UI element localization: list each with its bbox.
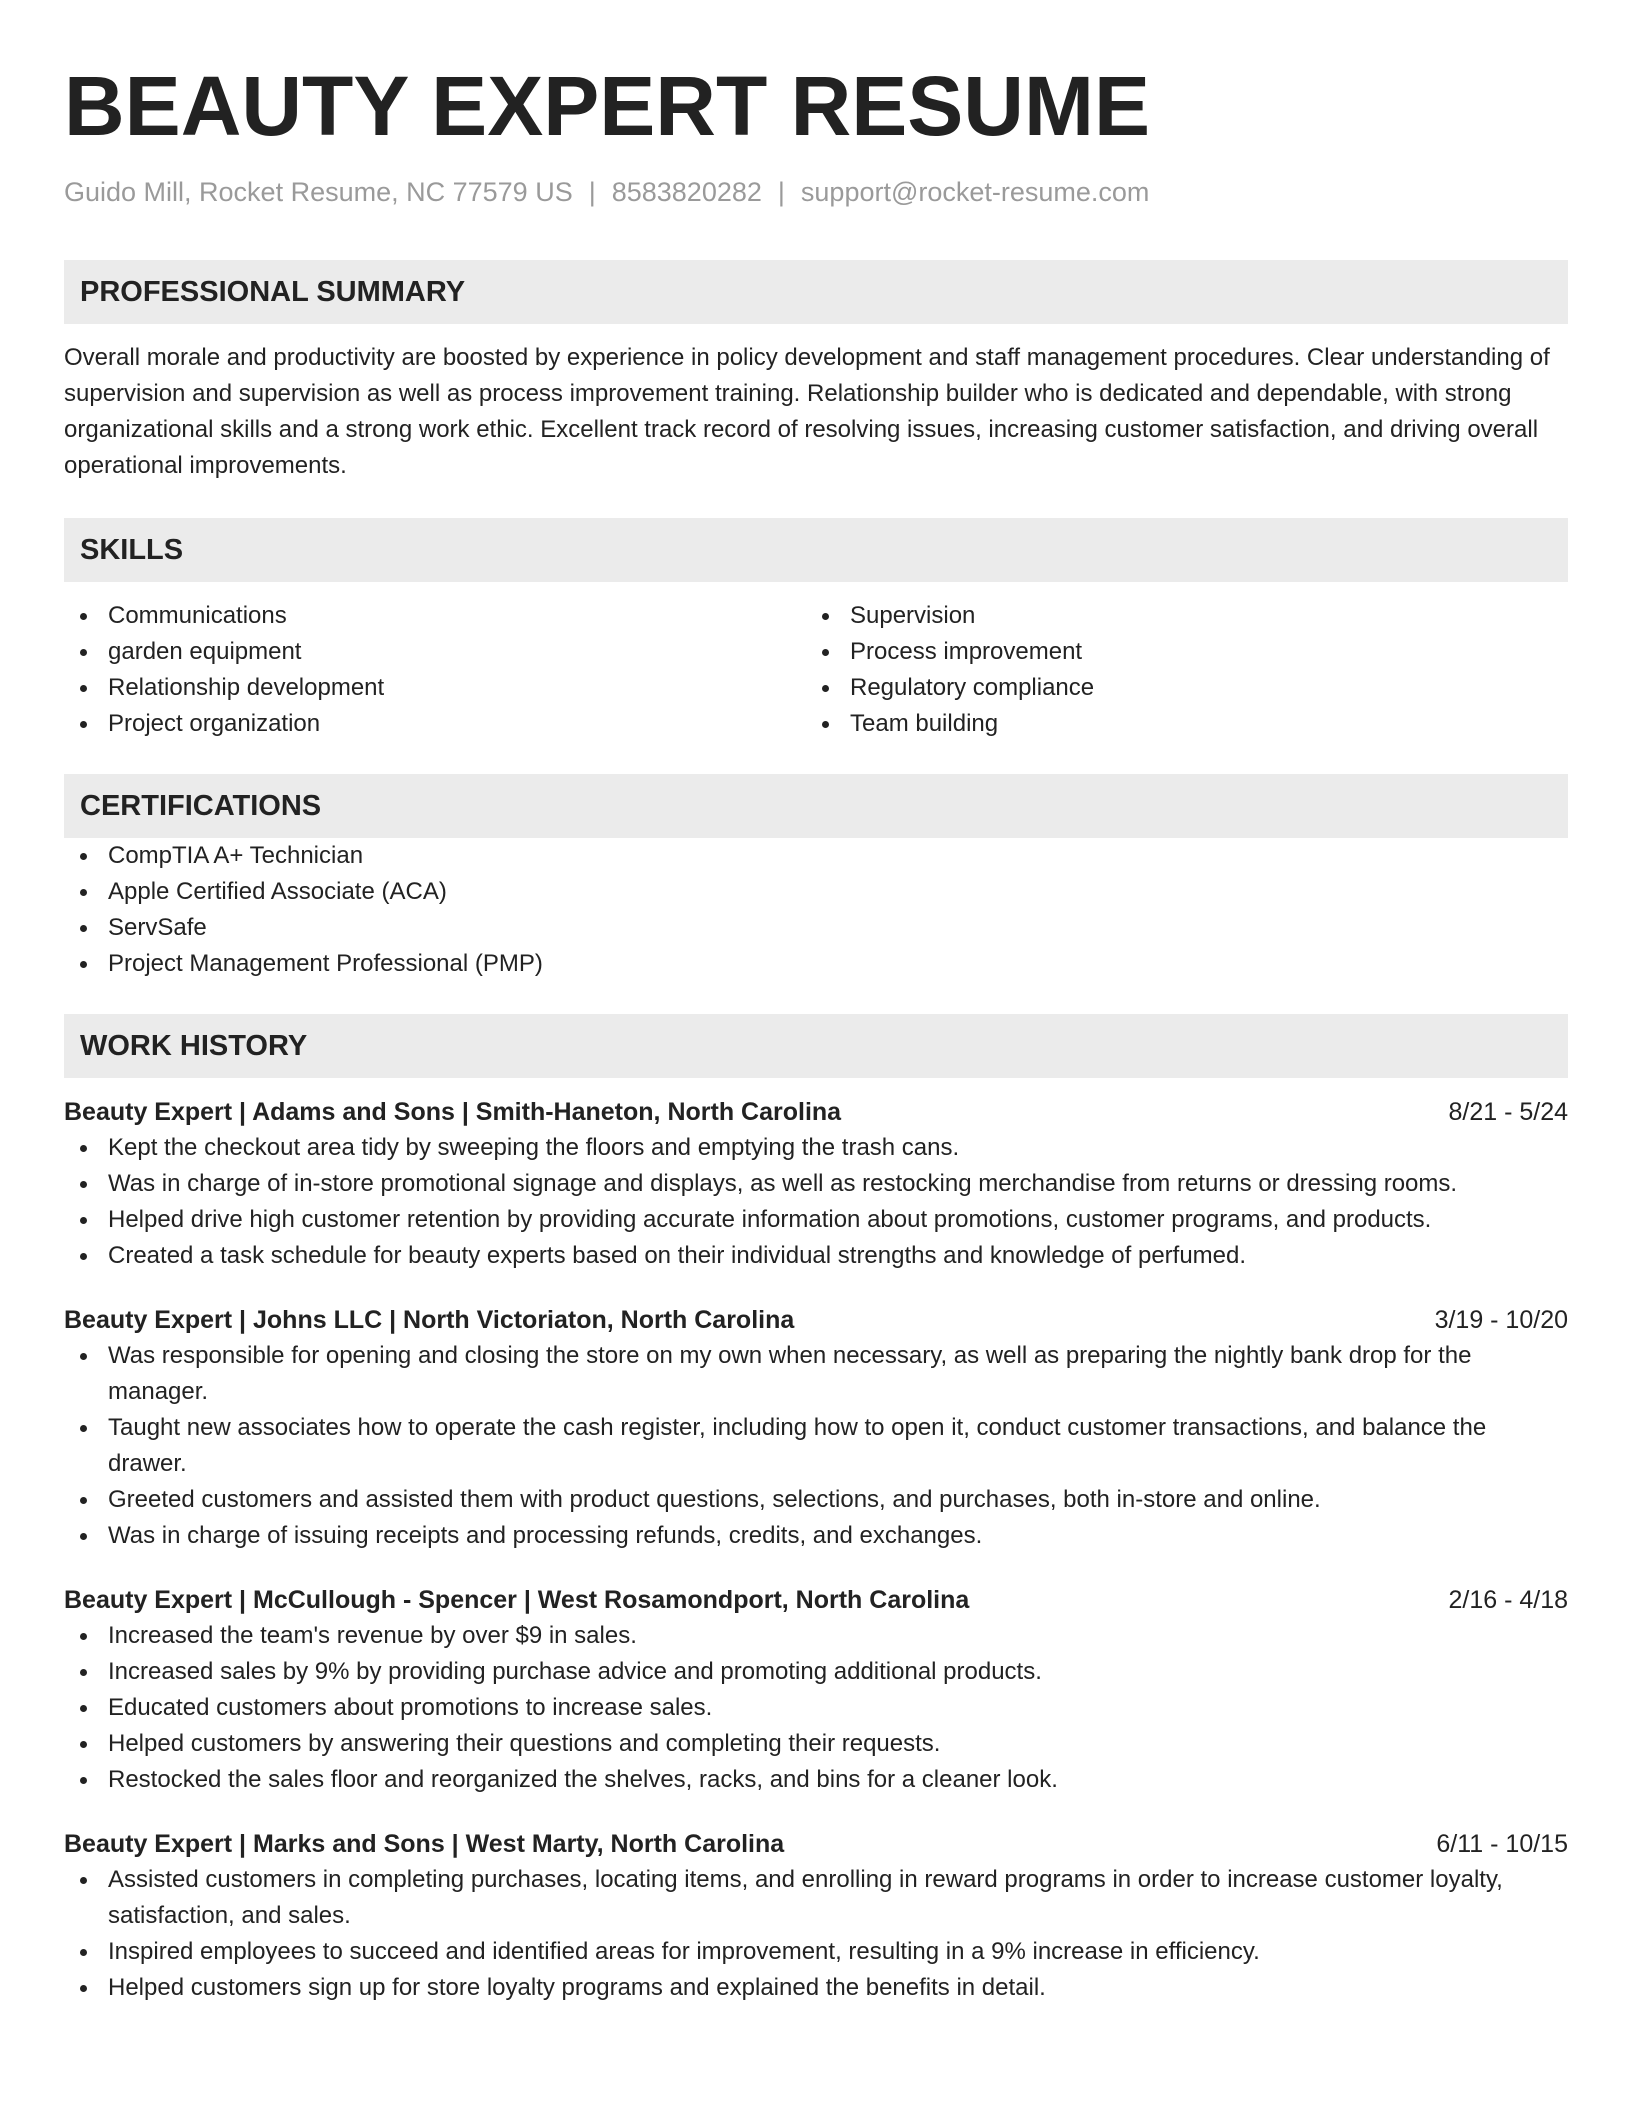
- job-bullet: Educated customers about promotions to increase sales.: [64, 1690, 1568, 1726]
- contact-separator: |: [777, 177, 785, 207]
- section-heading-certifications: CERTIFICATIONS: [64, 774, 1568, 838]
- skills-grid: [64, 598, 1568, 742]
- summary-paragraph: Overall morale and productivity are boosted by experience in policy development and staff management procedures. Clear understanding of supervision and supervision as well as process improvement training. Relationship builder who is dedicated and dependable, with strong organizational skills and a strong work ethic. Excellent track record of resolving issues, increasing customer satisfaction, and driving overall operational improvements.: [64, 344, 1550, 480]
- job-bullet: Restocked the sales floor and reorganized the shelves, racks, and bins for a cleaner look.: [64, 1762, 1568, 1798]
- job-bullet: Inspired employees to succeed and identified areas for improvement, resulting in a 9% increase in efficiency.: [64, 1934, 1568, 1970]
- contact-separator: |: [588, 177, 596, 207]
- job-bullet: Increased sales by 9% by providing purchase advice and promoting additional products.: [64, 1654, 1568, 1690]
- job-title: Beauty Expert | Adams and Sons | Smith-Haneton, North Carolina: [64, 1098, 842, 1127]
- job-dates: 3/19 - 10/20: [1434, 1306, 1568, 1335]
- job-bullet: Helped customers sign up for store loyalty programs and explained the benefits in detail.: [64, 1970, 1568, 2006]
- contact-line: [64, 176, 1568, 208]
- job-bullet: Was in charge of issuing receipts and processing refunds, credits, and exchanges.: [64, 1518, 1568, 1554]
- certification-item: Project Management Professional (PMP): [64, 946, 1568, 982]
- skill-item: Process improvement: [806, 634, 1548, 670]
- job-bullet: Taught new associates how to operate the cash register, including how to open it, conduct customer transactions, and balance the drawer.: [64, 1410, 1568, 1482]
- skill-item: Regulatory compliance: [806, 670, 1548, 706]
- section-heading-summary: PROFESSIONAL SUMMARY: [64, 260, 1568, 324]
- job-bullet: Was in charge of in-store promotional signage and displays, as well as restocking merchandise from returns or dressing rooms.: [64, 1166, 1568, 1202]
- certification-item: CompTIA A+ Technician: [64, 838, 1568, 874]
- job-bullet-list: [64, 1862, 1568, 2006]
- job-bullet: Greeted customers and assisted them with product questions, selections, and purchases, both in-store and online.: [64, 1482, 1568, 1518]
- certifications-list: [64, 838, 1568, 982]
- job-bullet: Created a task schedule for beauty experts based on their individual strengths and knowledge of perfumed.: [64, 1238, 1568, 1274]
- section-heading-work-history: WORK HISTORY: [64, 1014, 1568, 1078]
- job-title: Beauty Expert | Johns LLC | North Victoriaton, North Carolina: [64, 1306, 795, 1335]
- job-title: Beauty Expert | McCullough - Spencer | West Rosamondport, North Carolina: [64, 1586, 970, 1615]
- certification-item: Apple Certified Associate (ACA): [64, 874, 1568, 910]
- section-heading-skills: SKILLS: [64, 518, 1568, 582]
- skill-item: Supervision: [806, 598, 1548, 634]
- contact-phone: 8583820282: [611, 177, 762, 207]
- job-entry: [64, 1094, 1568, 1274]
- job-dates: 2/16 - 4/18: [1448, 1586, 1568, 1615]
- contact-email: support@rocket-resume.com: [800, 177, 1150, 207]
- job-bullet: Increased the team's revenue by over $9 in sales.: [64, 1618, 1568, 1654]
- skills-column-right: [806, 598, 1548, 742]
- job-title: Beauty Expert | Marks and Sons | West Marty, North Carolina: [64, 1830, 785, 1859]
- job-bullet: Helped drive high customer retention by providing accurate information about promotions, customer programs, and products.: [64, 1202, 1568, 1238]
- job-bullet: Assisted customers in completing purchases, locating items, and enrolling in reward programs in order to increase customer loyalty, satisfaction, and sales.: [64, 1862, 1568, 1934]
- job-dates: 8/21 - 5/24: [1448, 1098, 1568, 1127]
- job-header: [64, 1826, 1568, 1862]
- job-bullet-list: [64, 1338, 1568, 1554]
- resume-title: BEAUTY EXPERT RESUME: [64, 59, 1150, 153]
- skill-item: garden equipment: [64, 634, 806, 670]
- job-dates: 6/11 - 10/15: [1436, 1830, 1568, 1859]
- contact-address: Guido Mill, Rocket Resume, NC 77579 US: [64, 177, 573, 207]
- job-bullet: Was responsible for opening and closing the store on my own when necessary, as well as preparing the nightly bank drop for the manager.: [64, 1338, 1568, 1410]
- job-header: [64, 1582, 1568, 1618]
- job-bullet: Kept the checkout area tidy by sweeping the floors and emptying the trash cans.: [64, 1130, 1568, 1166]
- job-entry: [64, 1302, 1568, 1554]
- job-bullet: Helped customers by answering their questions and completing their requests.: [64, 1726, 1568, 1762]
- skill-item: Relationship development: [64, 670, 806, 706]
- job-bullet-list: [64, 1130, 1568, 1274]
- job-entry: [64, 1826, 1568, 2006]
- job-bullet-list: [64, 1618, 1568, 1798]
- certification-item: ServSafe: [64, 910, 1568, 946]
- job-entry: [64, 1582, 1568, 1798]
- skill-item: Team building: [806, 706, 1548, 742]
- skills-column-left: [64, 598, 806, 742]
- skill-item: Communications: [64, 598, 806, 634]
- job-header: [64, 1094, 1568, 1130]
- job-header: [64, 1302, 1568, 1338]
- skill-item: Project organization: [64, 706, 806, 742]
